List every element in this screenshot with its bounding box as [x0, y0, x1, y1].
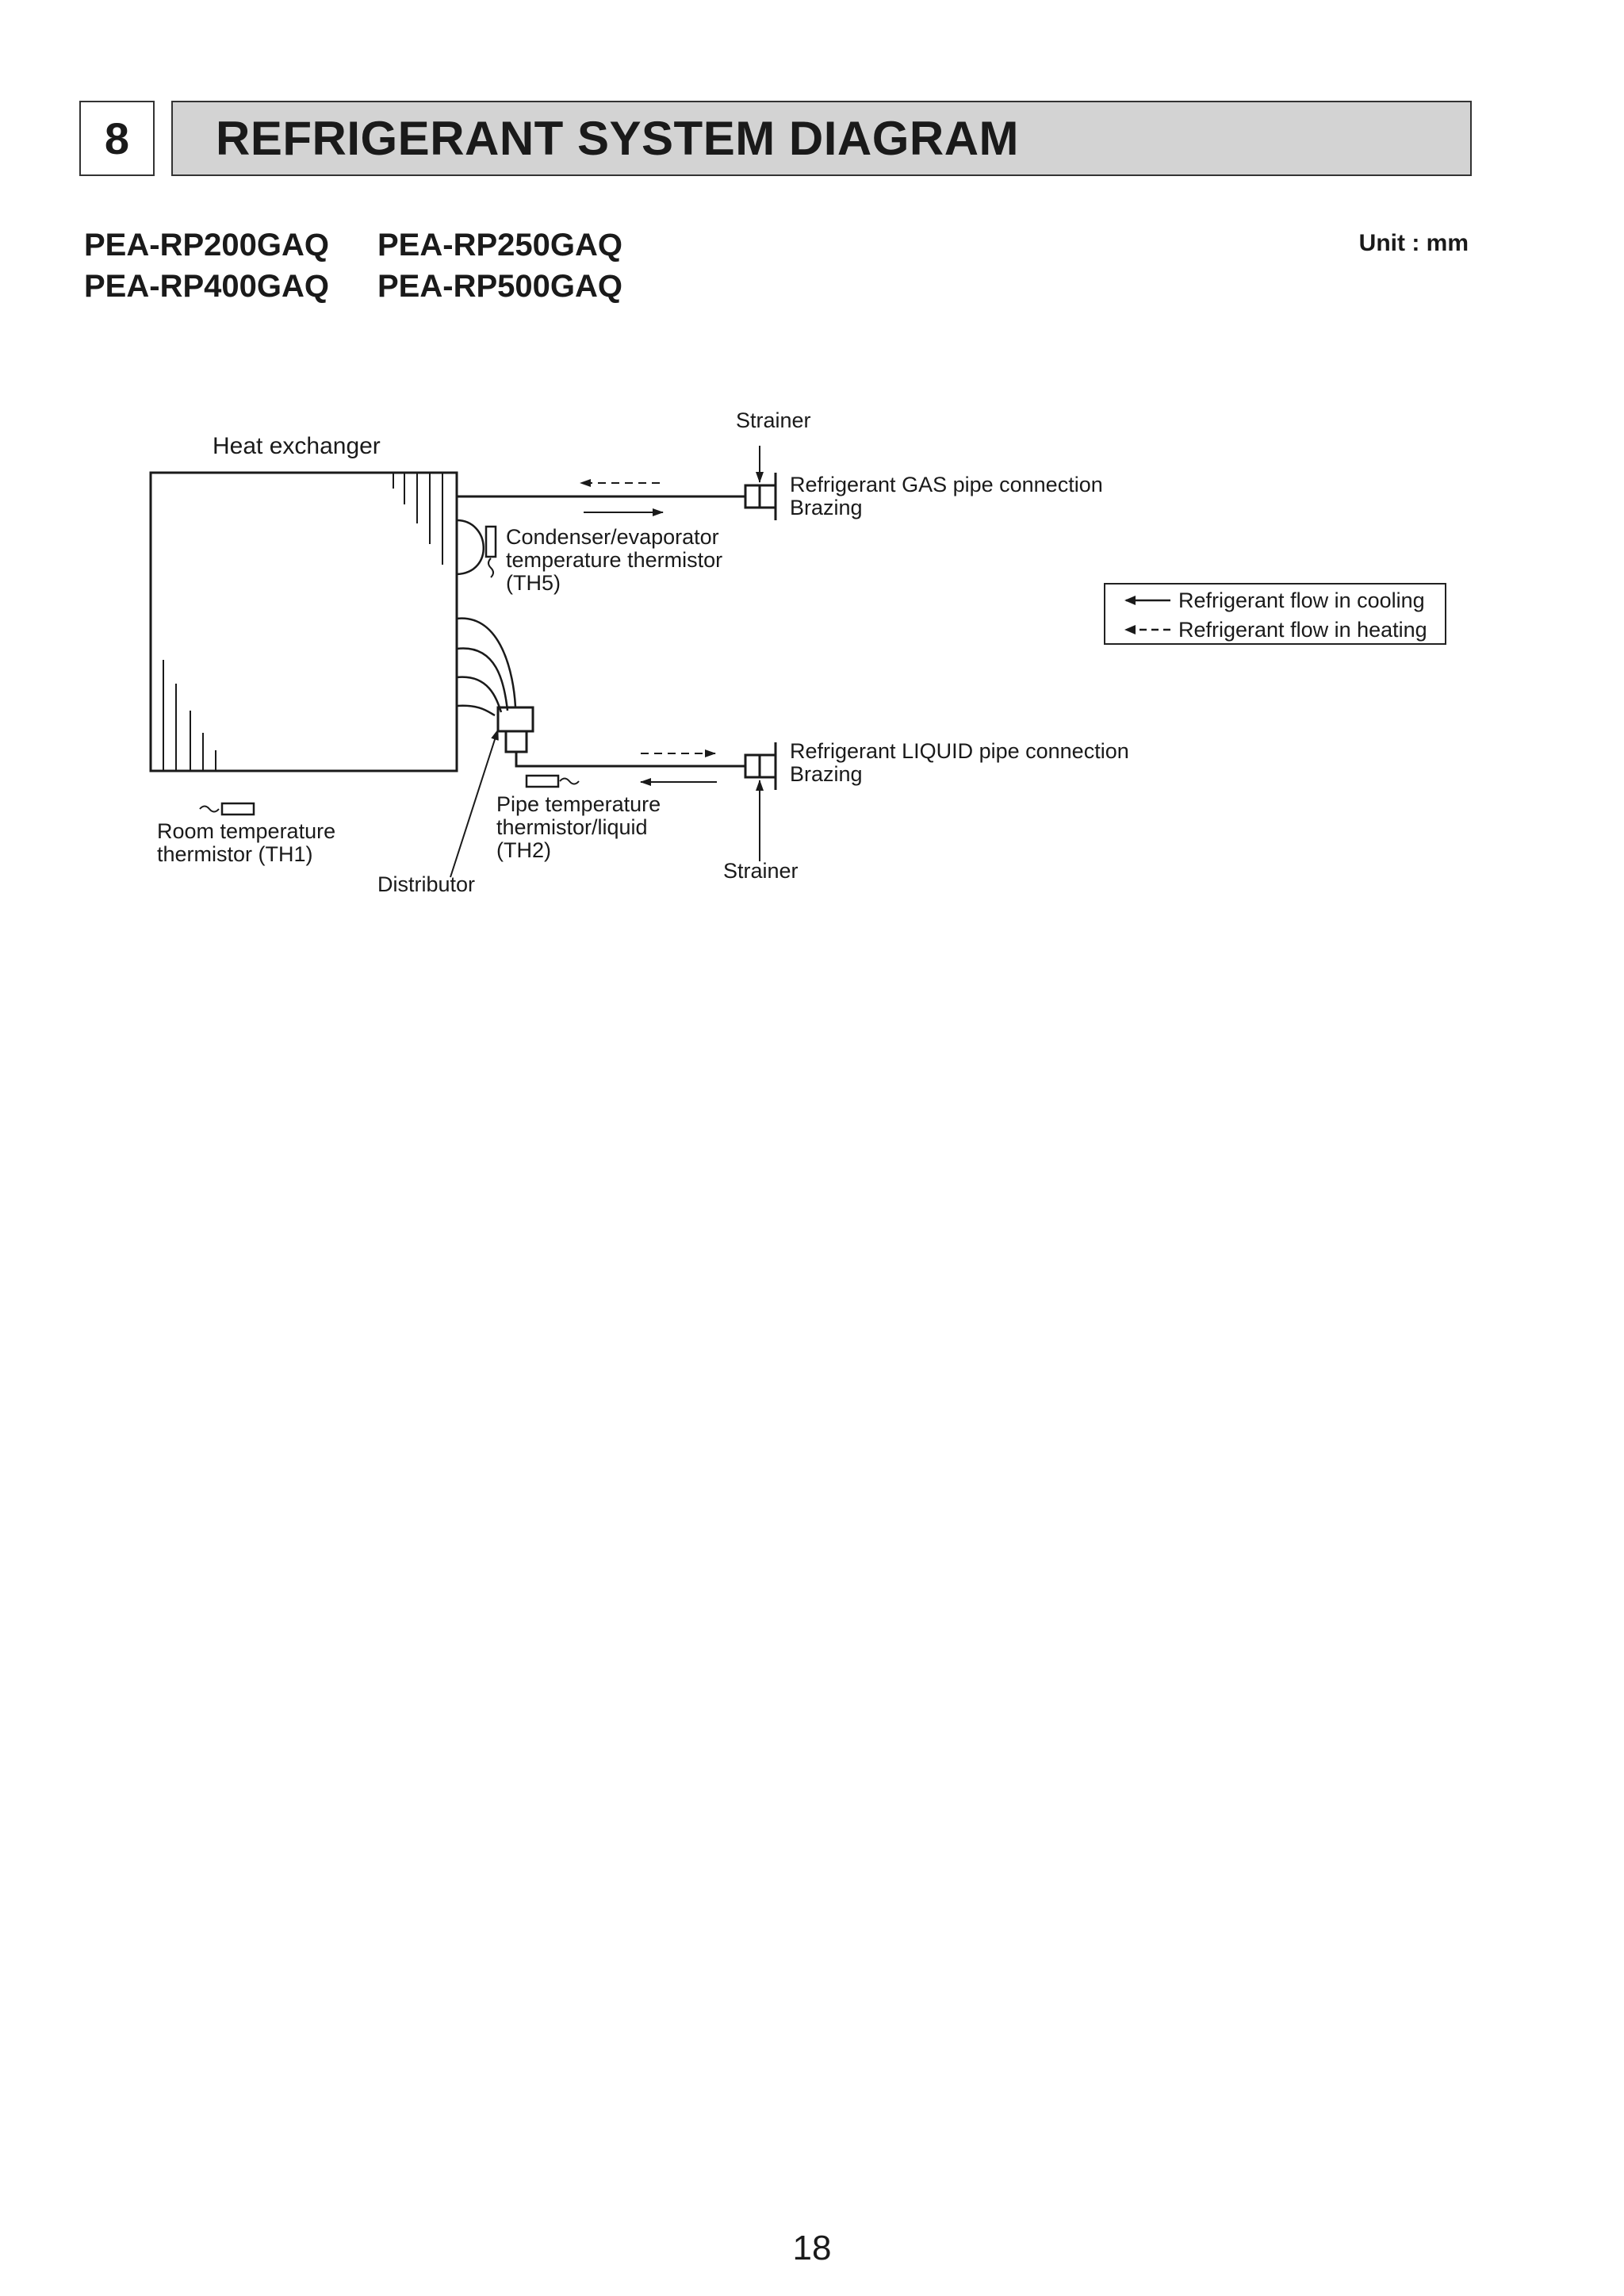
legend-cooling-text: Refrigerant flow in cooling: [1178, 588, 1425, 612]
distributor-capillaries: [457, 619, 515, 715]
model-name: PEA-RP500GAQ: [377, 269, 622, 304]
heat-exchanger-box: [151, 473, 457, 771]
legend-cooling-arrow: [1123, 592, 1174, 608]
model-name: PEA-RP400GAQ: [84, 269, 329, 304]
gas-connection-text: Refrigerant GAS pipe connection: [790, 473, 1103, 496]
th1-label-line: Room temperature: [157, 819, 336, 843]
th1-label: [157, 820, 335, 866]
th1-sensor: [222, 803, 254, 815]
heat-exchanger-fins-bottom: [163, 660, 216, 771]
unit-label: Unit : mm: [1358, 230, 1469, 256]
gas-brazing-text: Brazing: [790, 496, 863, 519]
distributor-stem: [506, 731, 527, 752]
legend-heating-text: Refrigerant flow in heating: [1178, 618, 1427, 642]
th2-sensor-wire: [560, 779, 579, 784]
section-number: 8: [79, 101, 155, 176]
th5-sensor-wire: [488, 558, 493, 577]
page-number: 18: [792, 2229, 832, 2267]
strainer-top-label: Strainer: [736, 408, 811, 432]
distributor-body: [498, 707, 533, 731]
th2-label-line: thermistor/liquid: [496, 815, 648, 839]
th5-label-line: (TH5): [506, 571, 561, 595]
heat-exchanger-fins-top: [393, 473, 442, 565]
liquid-connection-text: Refrigerant LIQUID pipe connection: [790, 739, 1129, 763]
legend-heating-arrow: [1123, 622, 1174, 638]
flow-legend: [1104, 583, 1446, 645]
model-name: PEA-RP200GAQ: [84, 228, 329, 263]
th2-label-line: (TH2): [496, 838, 551, 862]
distributor-label: Distributor: [377, 872, 476, 896]
liquid-brazing-text: Brazing: [790, 762, 863, 786]
legend-cooling: [1105, 586, 1445, 615]
legend-heating: [1105, 615, 1445, 644]
th5-label-line: temperature thermistor: [506, 548, 723, 572]
section-title-text: REFRIGERANT SYSTEM DIAGRAM: [216, 112, 1020, 165]
th5-label-line: Condenser/evaporator: [506, 525, 719, 549]
model-name: PEA-RP250GAQ: [377, 228, 622, 263]
gas-connection-label: [790, 473, 1103, 519]
th1-sensor-wire: [200, 807, 219, 812]
th5-sensor-tube: [457, 520, 484, 574]
strainer-bottom-label: Strainer: [723, 859, 799, 883]
th2-sensor: [527, 776, 558, 787]
th2-label: [496, 793, 661, 862]
th2-label-line: Pipe temperature: [496, 792, 661, 816]
th5-sensor: [486, 527, 496, 557]
heat-exchanger-label: Heat exchanger: [213, 433, 381, 459]
th1-label-line: thermistor (TH1): [157, 842, 313, 866]
th5-label: [506, 526, 722, 595]
liquid-connection-label: [790, 740, 1129, 786]
